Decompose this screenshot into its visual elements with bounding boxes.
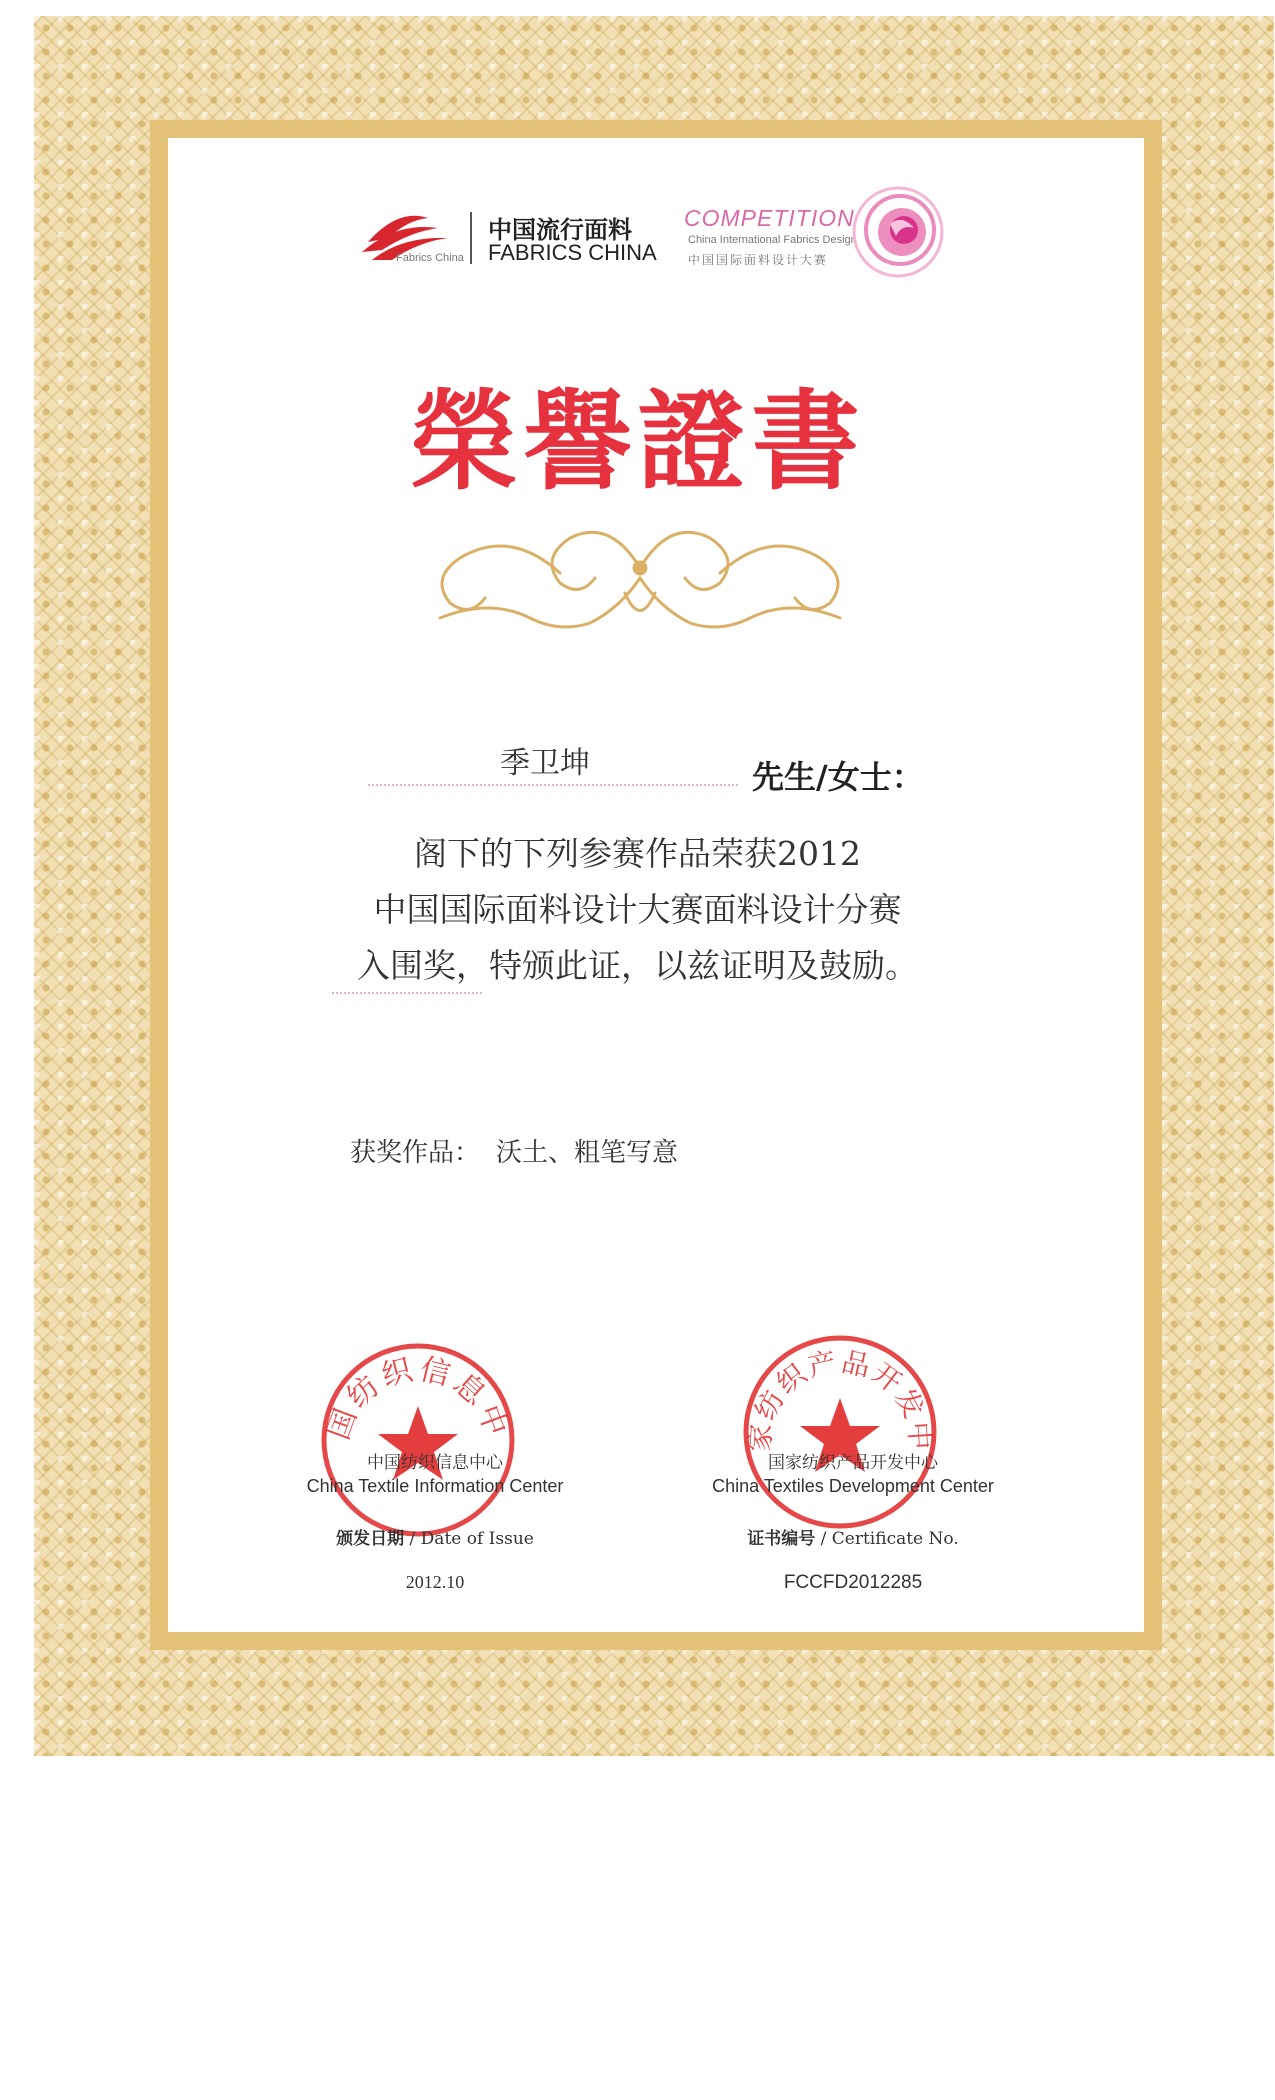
award-work-label: 获奖作品： [350, 1138, 481, 1168]
fabrics-china-cn-label: 中国流行面料 [488, 216, 632, 244]
left-org-cn-name: 中国纺织信息中心 [367, 1453, 503, 1473]
body-line-2: 中国国际面料设计大赛面料设计分赛 [373, 890, 902, 929]
competition-title: COMPETITION [684, 205, 855, 231]
award-work-value: 沃土、粗笔写意 [496, 1138, 679, 1168]
name-underline [368, 784, 738, 786]
flourish-ornament-icon [410, 498, 870, 648]
svg-text:国家纺织产品开发中心: 家纺织产品开发中 [743, 1345, 937, 1453]
certificate-title: 榮譽證書 [409, 379, 866, 505]
fabrics-china-sub-label: Fabrics China [396, 252, 464, 264]
rose-logo-icon [850, 184, 946, 280]
body-line-3: 入围奖，特颁此证，以兹证明及鼓励。 [357, 946, 918, 985]
body-line-1: 阁下的下列参赛作品荣获2012 [414, 834, 861, 873]
salutation: 先生/女士： [752, 758, 924, 796]
right-org-cn-name: 国家纺织产品开发中心 [768, 1453, 938, 1473]
issue-date-label: 颁发日期 / Date of Issue [336, 1529, 534, 1549]
right-official-seal-icon [740, 1332, 940, 1532]
competition-cn-label: 中国国际面料设计大赛 [688, 253, 829, 267]
certificate-no-label: 证书编号 / Certificate No. [747, 1529, 959, 1549]
body-underline [332, 992, 482, 994]
logo-divider [470, 212, 472, 264]
svg-text:中国纺织信息中心: 国纺织信息中 [321, 1351, 515, 1445]
competition-en-label: China International Fabrics Design [688, 234, 857, 246]
left-org-en-name: China Textile Information Center [306, 1476, 564, 1496]
right-org-en-name: China Textiles Development Center [712, 1476, 994, 1496]
recipient-name: 季卫坤 [500, 746, 590, 781]
left-official-seal-icon [318, 1340, 518, 1540]
issue-date-value: 2012.10 [405, 1572, 465, 1592]
fabrics-china-en-label: FABRICS CHINA [488, 240, 657, 265]
certificate-no-value: FCCFD2012285 [783, 1572, 923, 1593]
